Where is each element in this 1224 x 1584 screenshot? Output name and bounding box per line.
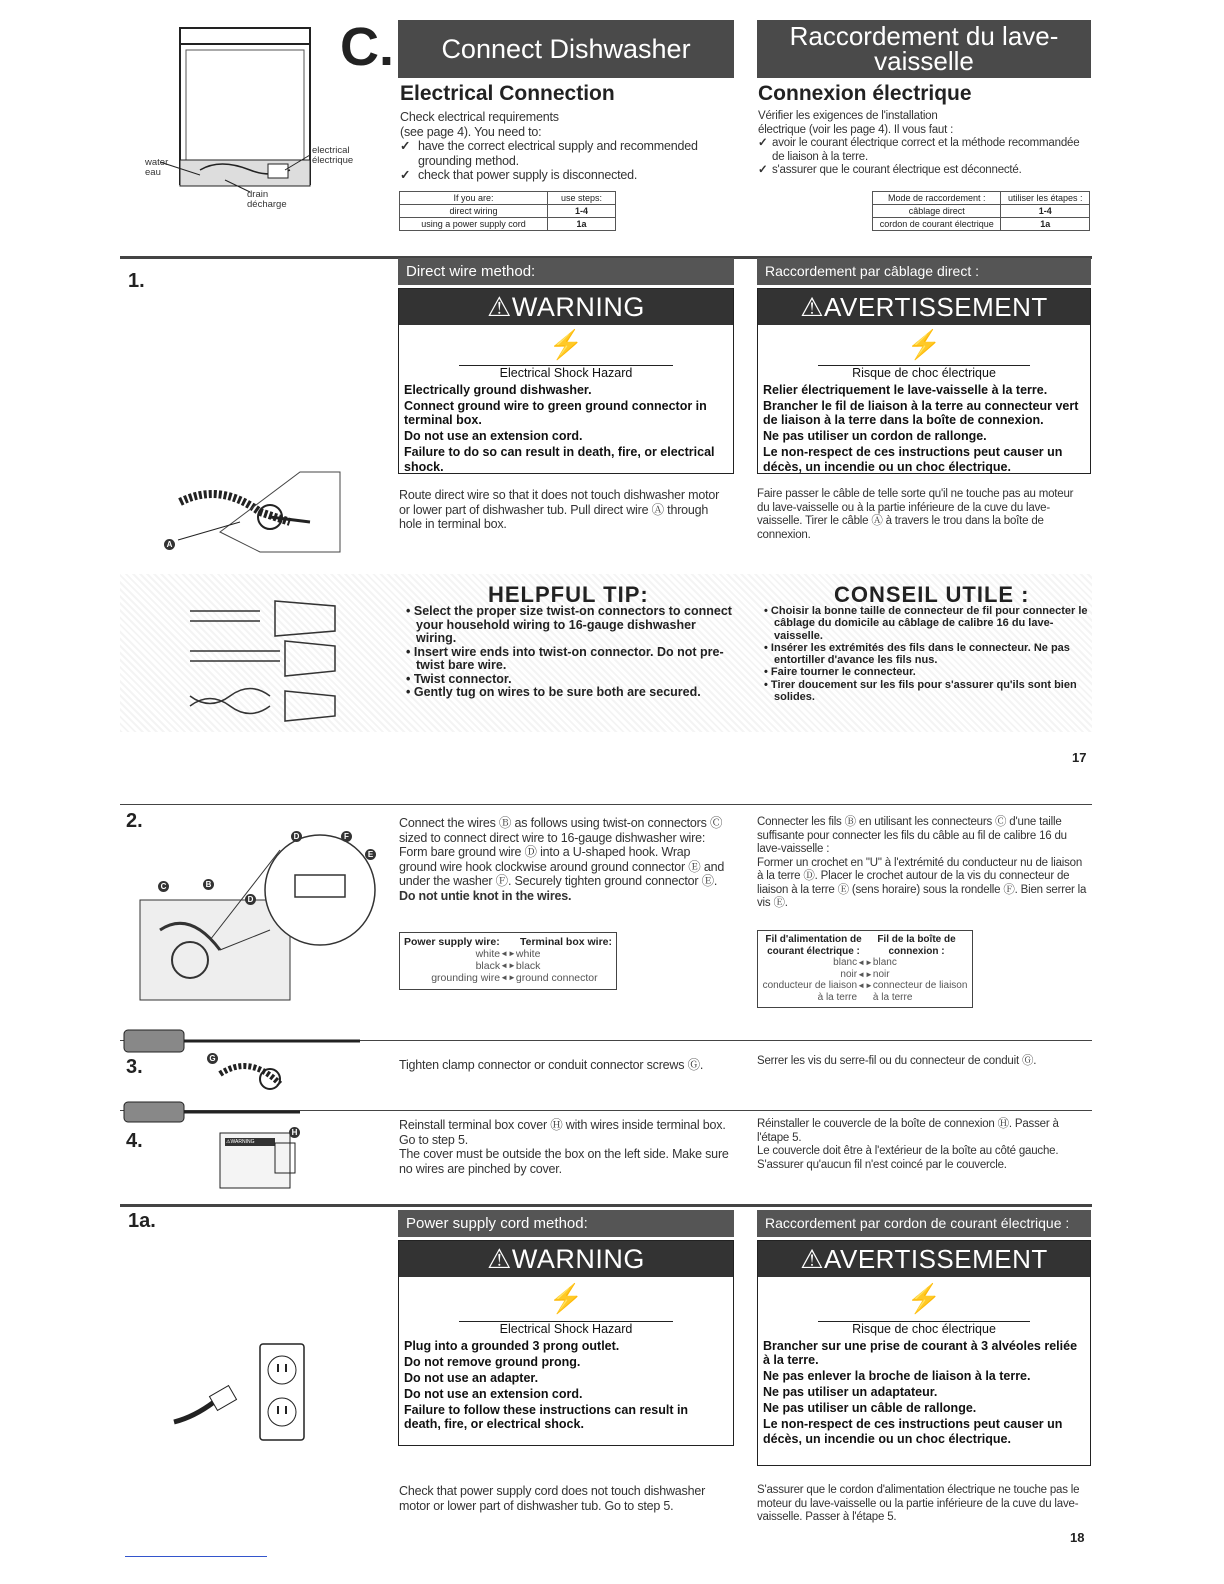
wire-cell: connecteur de liaison à la terre xyxy=(872,980,968,1003)
fig-warning-label: ⚠WARNING xyxy=(226,1139,255,1145)
steps-cell: 1a xyxy=(1001,218,1090,231)
double-arrow-icon: ◄► xyxy=(857,981,873,990)
fig-label-a: A xyxy=(164,539,175,550)
warning-header: ⚠AVERTISSEMENT xyxy=(758,289,1090,325)
footer-link-line xyxy=(125,1556,267,1557)
step4-text-en-1: Reinstall terminal box cover Ⓗ with wires inside terminal box. Go to step 5. xyxy=(399,1118,726,1147)
wire-cell: white xyxy=(515,948,541,960)
steps-table-en xyxy=(399,191,616,231)
ground-connector-figure xyxy=(120,820,380,1010)
steps-cell: 1a xyxy=(547,218,615,231)
electrical-check1-fr: avoir le courant électrique correct et la méthode recommandée de liaison à la terre. xyxy=(772,137,1080,163)
wire-table-fr xyxy=(757,930,973,1008)
step-number: 3. xyxy=(126,1056,143,1078)
tip-title-en: HELPFUL TIP: xyxy=(488,582,649,607)
tip-item: • Select the proper size twist-on connectors to connect your household wiring to 16-gauge dishwasher wiring. xyxy=(406,604,732,645)
step1-text-fr: Faire passer le câble de telle sorte qu'il ne touche pas au moteur du lave-vaisselle ou à la partie inférieure de la cuve du lave-vaisselle. Tirer le câble Ⓐ à travers le trou dans la boîte de connexion. xyxy=(757,488,1074,541)
warning-line: Connect ground wire to green ground connector in terminal box. xyxy=(404,398,707,427)
double-arrow-icon: ◄► xyxy=(500,961,516,970)
tip-item: • Faire tourner le connecteur. xyxy=(764,666,916,679)
electrical-intro1-en: Check electrical requirements xyxy=(400,110,559,124)
screwdriver-figure xyxy=(120,1024,370,1104)
step4-text-fr-1: Réinstaller le couvercle de la boîte de connexion Ⓗ. Passer à l'étape 5. xyxy=(757,1118,1059,1144)
fig-label-electrical: electrical xyxy=(312,145,350,156)
check-icon: ✓ xyxy=(758,137,768,149)
wire-cell: grounding wire xyxy=(431,972,501,984)
shock-hazard-icon: ⚡ xyxy=(906,1283,942,1314)
divider xyxy=(120,1204,1092,1207)
fig-label-electrique: électrique xyxy=(312,155,354,166)
fig-label-f: F xyxy=(341,831,352,842)
steps-header: use steps: xyxy=(547,192,615,205)
hazard-title: Electrical Shock Hazard xyxy=(499,366,633,380)
steps-cell: 1-4 xyxy=(1001,205,1090,218)
steps-cell: using a power supply cord xyxy=(400,218,548,231)
step2-text-en-1: Connect the wires Ⓑ as follows using twist-on connectors Ⓒ sized to connect direct wire to 16-gauge dishwasher wire: xyxy=(399,816,723,845)
warning-header: ⚠WARNING xyxy=(399,289,733,325)
page-number: 17 xyxy=(1072,750,1087,765)
electrical-check2-en: check that power supply is disconnected. xyxy=(418,168,638,182)
fig-label-c: C xyxy=(158,881,169,892)
tip-item: • Choisir la bonne taille de connecteur de fil pour connecter le câblage du domicile au câblage de calibre 16 du lave-vaisselle. xyxy=(764,605,1088,642)
wire-cell: blanc xyxy=(872,957,897,968)
step1-text-en: Route direct wire so that it does not touch dishwasher motor or lower part of dishwasher tub. Pull direct wire Ⓐ through hole in terminal box. xyxy=(399,488,720,531)
tip-item: • Twist connector. xyxy=(406,671,512,686)
check-icon: ✓ xyxy=(400,168,411,182)
steps-cell: 1-4 xyxy=(547,205,615,218)
electrical-check2-fr: s'assurer que le courant électrique est déconnecté. xyxy=(772,164,1022,176)
step3-text-fr: Serrer les vis du serre-fil ou du connecteur de conduit Ⓖ. xyxy=(757,1055,1037,1067)
tip-item: • Insert wire ends into twist-on connector. Do not pre-twist bare wire. xyxy=(406,644,724,672)
warning-header: ⚠AVERTISSEMENT xyxy=(758,1241,1090,1277)
warning-line: Electrically ground dishwasher. xyxy=(404,382,592,397)
fig-label-drain: drain xyxy=(247,189,269,200)
twist-connector-figure xyxy=(180,596,340,726)
check-icon: ✓ xyxy=(400,139,411,153)
fig-label-d: D xyxy=(245,894,256,905)
step-number: 1. xyxy=(128,270,145,292)
hazard-title: Electrical Shock Hazard xyxy=(499,1322,633,1336)
warning-line: Brancher sur une prise de courant à 3 alvéoles reliée à la terre. xyxy=(763,1338,1078,1367)
fig-label-g: G xyxy=(207,1053,218,1064)
warning-box-en xyxy=(398,1240,734,1446)
method-bar-fr: Raccordement par câblage direct : xyxy=(757,258,1091,285)
tip-item: • Gently tug on wires to be sure both are secured. xyxy=(406,685,701,699)
wire-cell: ground connector xyxy=(515,972,598,984)
steps-cell: cordon de courant électrique xyxy=(873,218,1001,231)
divider xyxy=(120,804,1092,805)
step4-text-fr-2: Le couvercle doit être à l'extérieur de la boîte au côté gauche. S'assurer qu'aucun fil n'est coincé par le couvercle. xyxy=(757,1145,1059,1171)
warning-line: Failure to do so can result in death, fire, or electrical shock. xyxy=(404,445,715,474)
fig-label-water: water xyxy=(145,157,169,168)
fig-label-h: H xyxy=(289,1127,300,1138)
method-bar-en: Power supply cord method: xyxy=(398,1210,734,1237)
step-number: 1a. xyxy=(128,1210,156,1232)
tip-item: • Tirer doucement sur les fils pour s'assurer qu'ils sont bien solides. xyxy=(764,678,1077,704)
step3-text-en: Tighten clamp connector or conduit connector screws Ⓖ. xyxy=(399,1058,704,1072)
steps-cell: câblage direct xyxy=(873,205,1001,218)
steps-cell: direct wiring xyxy=(400,205,548,218)
fig-label-eau: eau xyxy=(145,167,161,178)
warning-line: Ne pas utiliser un adaptateur. xyxy=(763,1385,938,1399)
step2-text-fr-2: Former un crochet en "U" à l'extrémité du conducteur nu de liaison à la terre Ⓓ. Placer le crochet autour de la vis du connecteur de liaison à la terre Ⓔ (sens horaire) sous la rondelle Ⓕ. Bien serrer la vis Ⓔ. xyxy=(757,856,1087,909)
steps-header: If you are: xyxy=(400,192,548,205)
fig-label-decharge: décharge xyxy=(247,199,287,210)
electrical-check1-en: have the correct electrical supply and recommended grounding method. xyxy=(418,139,698,168)
step2-text-fr-1: Connecter les fils Ⓑ en utilisant les connecteurs Ⓒ d'une taille suffisante pour connecter les fils du câble au fil de calibre 16 du lave-vaisselle : xyxy=(757,816,1067,855)
warning-line: Brancher le fil de liaison à la terre au connecteur vert de liaison à la terre dans la boîte de connexion. xyxy=(763,398,1079,427)
outlet-plug-figure xyxy=(170,1338,320,1448)
steps-table-fr xyxy=(872,191,1090,231)
double-arrow-icon: ◄► xyxy=(500,973,516,982)
method-bar-en: Direct wire method: xyxy=(398,258,734,285)
wire-table-en xyxy=(399,932,617,990)
page-number: 18 xyxy=(1070,1530,1085,1545)
warning-box-en xyxy=(398,288,734,474)
shock-hazard-icon: ⚡ xyxy=(548,1283,584,1314)
wire-cell: black xyxy=(515,960,541,972)
steps-header: Mode de raccordement : xyxy=(873,192,1001,205)
warning-line: Ne pas utiliser un cordon de rallonge. xyxy=(763,429,987,443)
warning-line: Le non-respect de ces instructions peut causer un décès, un incendie ou un choc électrique. xyxy=(763,445,1063,474)
hazard-title: Risque de choc électrique xyxy=(852,366,996,380)
step2-text-en-2: Form bare ground wire Ⓓ into a U-shaped hook. Wrap ground wire hook clockwise around ground connector Ⓔ and under the washer Ⓕ. Securely tighten ground connector Ⓔ. xyxy=(399,845,725,888)
fig-label-e: E xyxy=(365,849,376,860)
double-arrow-icon: ◄► xyxy=(857,958,873,967)
warning-box-fr xyxy=(757,288,1091,474)
section-title-fr: Raccordement du lave-vaisselle xyxy=(757,20,1091,78)
check-icon: ✓ xyxy=(758,164,768,176)
double-arrow-icon: ◄► xyxy=(500,949,516,958)
wire-header: Terminal box wire: xyxy=(520,936,612,948)
warning-line: Ne pas enlever la broche de liaison à la terre. xyxy=(763,1369,1031,1383)
terminal-box-figure xyxy=(120,1098,320,1198)
warning-line: Do not use an adapter. xyxy=(404,1370,539,1385)
step1a-text-fr: S'assurer que le cordon d'alimentation électrique ne touche pas le moteur du lave-vaisselle ou la partie inférieure de la cuve du lave-vaisselle. Passer à l'étape 5. xyxy=(757,1484,1080,1523)
tip-item: • Insérer les extrémités des fils dans le connecteur. Ne pas entortiller d'avance les fils nus. xyxy=(764,641,1070,667)
electrical-intro2-fr: électrique (voir les page 4). Il vous faut : xyxy=(758,123,954,136)
warning-line: Le non-respect de ces instructions peut causer un décès, un incendie ou un choc électrique. xyxy=(763,1417,1063,1446)
warning-line: Do not use an extension cord. xyxy=(404,1386,583,1401)
warning-line: Plug into a grounded 3 prong outlet. xyxy=(404,1338,620,1353)
shock-hazard-icon: ⚡ xyxy=(906,329,942,360)
wire-cell: noir xyxy=(872,968,890,980)
tip-title-fr: CONSEIL UTILE : xyxy=(834,582,1030,607)
warning-line: Do not remove ground prong. xyxy=(404,1354,581,1369)
step4-text-en-2: The cover must be outside the box on the left side. Make sure no wires are pinched by cover. xyxy=(399,1147,729,1176)
double-arrow-icon: ◄► xyxy=(857,969,873,979)
section-letter: C. xyxy=(340,17,394,77)
wire-header: Fil de la boîte de connexion : xyxy=(877,934,956,957)
warning-line: Relier électriquement le lave-vaisselle à la terre. xyxy=(763,382,1048,397)
warning-header: ⚠WARNING xyxy=(399,1241,733,1277)
wire-header: Fil d'alimentation de courant électrique : xyxy=(765,934,862,957)
step-number: 4. xyxy=(126,1130,143,1152)
warning-line: Failure to follow these instructions can result in death, fire, or electrical shock. xyxy=(404,1402,689,1431)
wire-header: Power supply wire: xyxy=(404,936,500,948)
method-bar-fr: Raccordement par cordon de courant électrique : xyxy=(757,1210,1091,1237)
warning-box-fr xyxy=(757,1240,1091,1466)
electrical-intro1-fr: Vérifier les exigences de l'installation xyxy=(758,110,938,122)
direct-wire-figure xyxy=(160,462,360,562)
fig-label-b: B xyxy=(203,879,214,890)
electrical-heading-en: Electrical Connection xyxy=(400,82,615,105)
section-title-en: Connect Dishwasher xyxy=(398,20,734,78)
wire-cell: conducteur de liaison à la terre xyxy=(762,980,858,1003)
hazard-title: Risque de choc électrique xyxy=(852,1322,996,1336)
wire-cell: noir xyxy=(840,968,858,980)
wire-cell: white xyxy=(475,948,501,960)
electrical-heading-fr: Connexion électrique xyxy=(758,82,972,105)
wire-cell: blanc xyxy=(833,957,858,968)
step1a-text-en: Check that power supply cord does not touch dishwasher motor or lower part of dishwasher tub. Go to step 5. xyxy=(399,1484,706,1513)
step2-text-en-bold: Do not untie knot in the wires. xyxy=(399,888,572,903)
electrical-intro2-en: (see page 4). You need to: xyxy=(400,124,542,139)
shock-hazard-icon: ⚡ xyxy=(548,329,584,360)
warning-line: Do not use an extension cord. xyxy=(404,429,583,443)
steps-header: utiliser les étapes : xyxy=(1001,192,1090,205)
wire-cell: black xyxy=(475,960,501,972)
warning-line: Ne pas utiliser un câble de rallonge. xyxy=(763,1401,977,1415)
fig-label-d: D xyxy=(291,831,302,842)
step-number: 2. xyxy=(126,810,143,832)
